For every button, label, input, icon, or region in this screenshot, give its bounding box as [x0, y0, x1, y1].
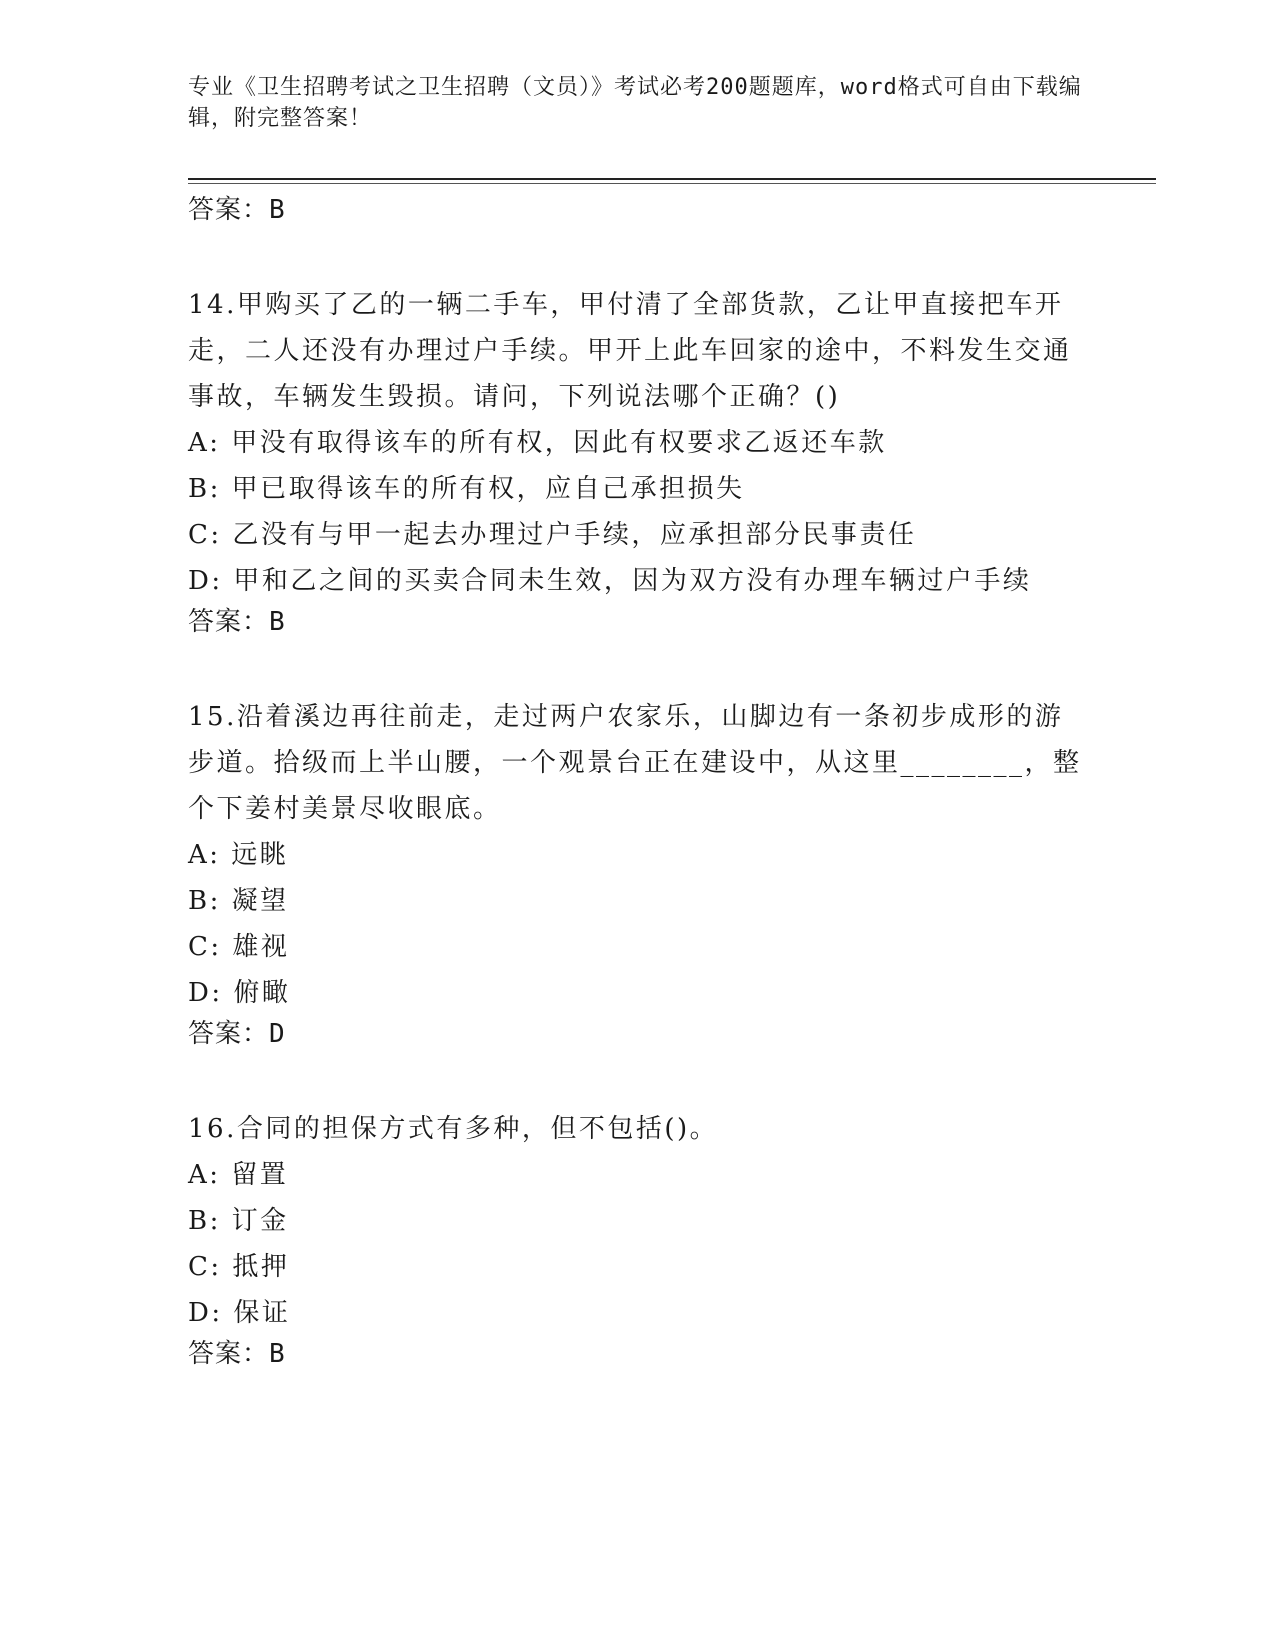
answer-line: 答案：B: [188, 607, 286, 637]
question-block: [188, 1106, 1088, 1372]
answer-line: 答案：B: [188, 1339, 286, 1369]
question-stem: 14.甲购买了乙的一辆二手车，甲付清了全部货款，乙让甲直接把车开走，二人还没有办理过户手续。甲开上此车回家的途中，不料发生交通事故，车辆发生毁损。请问，下列说法哪个正确？(): [188, 290, 1072, 412]
option-d: D: 甲和乙之间的买卖合同未生效，因为双方没有办理车辆过户手续: [188, 566, 1032, 596]
answer-line: 答案：D: [188, 1019, 286, 1049]
option-d: D: 保证: [188, 1298, 291, 1328]
document-body: [188, 192, 1088, 1372]
option-c: C: 抵押: [188, 1252, 290, 1282]
option-b: B: 订金: [188, 1206, 289, 1236]
option-c: C: 雄视: [188, 932, 290, 962]
question-block: [188, 282, 1088, 640]
document-header: 专业《卫生招聘考试之卫生招聘（文员）》考试必考200题题库，word格式可自由下载编辑，附完整答案！: [188, 75, 1082, 131]
option-b: B: 甲已取得该车的所有权，应自己承担损失: [188, 474, 745, 504]
option-a: A: 留置: [188, 1160, 289, 1190]
header-divider-thick: [188, 178, 1156, 180]
option-d: D: 俯瞰: [188, 978, 291, 1008]
question-stem: 15.沿着溪边再往前走，走过两户农家乐，山脚边有一条初步成形的游步道。拾级而上半山腰，一个观景台正在建设中，从这里________，整个下姜村美景尽收眼底。: [188, 702, 1082, 824]
option-a: A: 远眺: [188, 840, 289, 870]
header-divider-thin: [188, 183, 1156, 184]
question-stem: 16.合同的担保方式有多种，但不包括()。: [188, 1114, 719, 1144]
option-b: B: 凝望: [188, 886, 289, 916]
question-block: [188, 694, 1088, 1052]
option-a: A: 甲没有取得该车的所有权，因此有权要求乙返还车款: [188, 428, 887, 458]
answer-line: 答案：B: [188, 195, 286, 225]
option-c: C: 乙没有与甲一起去办理过户手续，应承担部分民事责任: [188, 520, 917, 550]
